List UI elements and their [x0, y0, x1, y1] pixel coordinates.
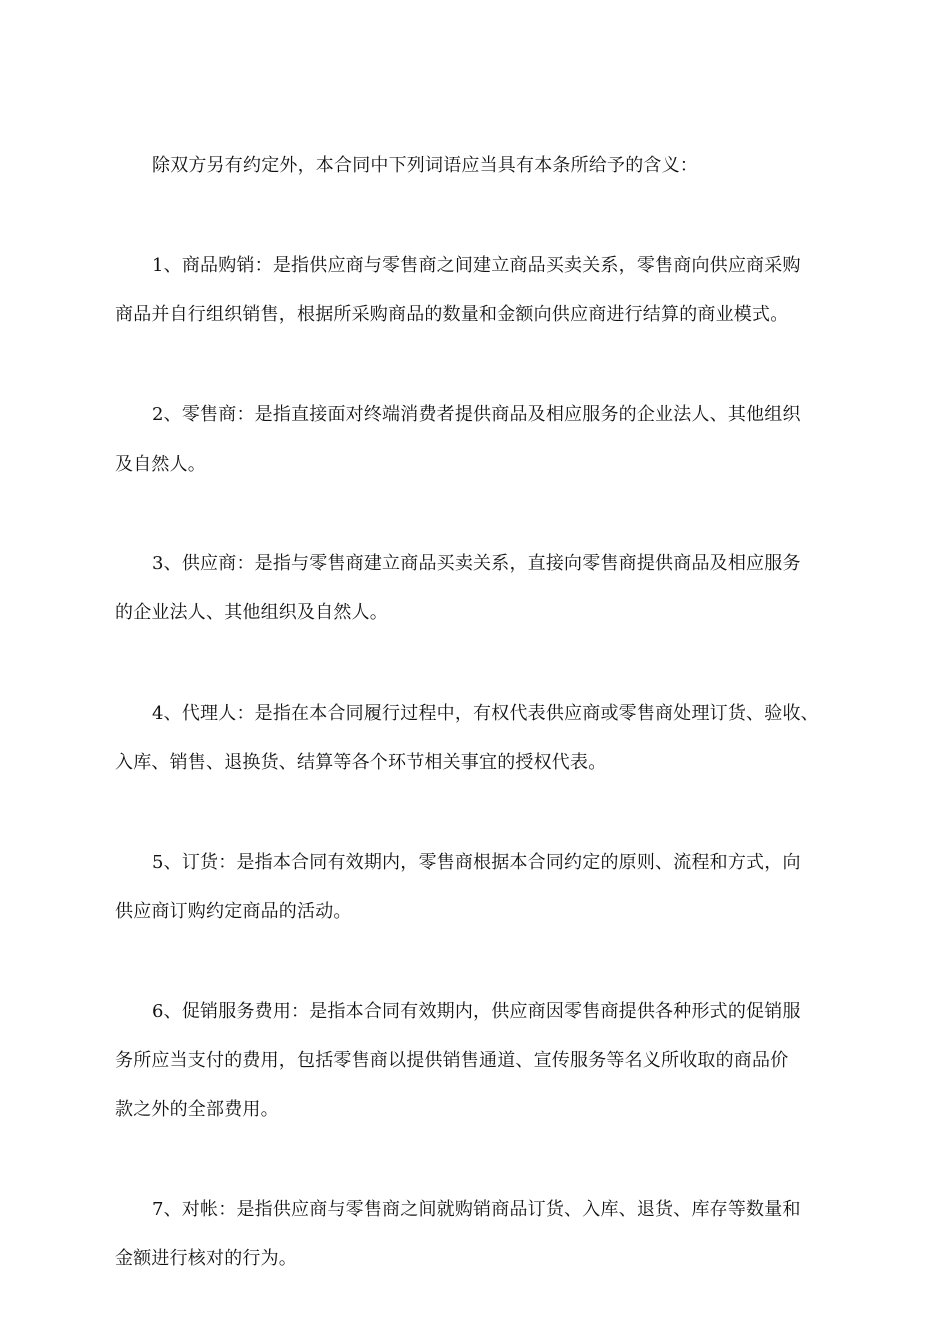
- definition-line: 款之外的全部费用。: [115, 1099, 279, 1120]
- intro-paragraph: 除双方另有约定外，本合同中下列词语应当具有本条所给予的含义：: [152, 155, 698, 176]
- definition-line: 及自然人。: [115, 454, 206, 475]
- definition-line: 商品并自行组织销售，根据所采购商品的数量和金额向供应商进行结算的商业模式。: [115, 304, 789, 325]
- definition-line: 3、供应商：是指与零售商建立商品买卖关系，直接向零售商提供商品及相应服务: [152, 553, 801, 574]
- definition-line: 入库、销售、退换货、结算等各个环节相关事宜的授权代表。: [115, 752, 607, 773]
- definition-line: 5、订货：是指本合同有效期内，零售商根据本合同约定的原则、流程和方式，向: [152, 852, 801, 873]
- definition-line: 2、零售商：是指直接面对终端消费者提供商品及相应服务的企业法人、其他组织: [152, 404, 801, 425]
- definition-line: 金额进行核对的行为。: [115, 1248, 297, 1269]
- definition-line: 1、商品购销：是指供应商与零售商之间建立商品买卖关系，零售商向供应商采购: [152, 255, 801, 276]
- definition-line: 7、对帐：是指供应商与零售商之间就购销商品订货、入库、退货、库存等数量和: [152, 1199, 801, 1220]
- definition-line: 务所应当支付的费用，包括零售商以提供销售通道、宣传服务等名义所收取的商品价: [115, 1050, 789, 1071]
- definition-line: 的企业法人、其他组织及自然人。: [115, 602, 388, 623]
- definition-line: 供应商订购约定商品的活动。: [115, 901, 352, 922]
- definition-line: 6、促销服务费用：是指本合同有效期内，供应商因零售商提供各种形式的促销服: [152, 1001, 801, 1022]
- definition-line: 4、代理人：是指在本合同履行过程中，有权代表供应商或零售商处理订货、验收、: [152, 703, 819, 724]
